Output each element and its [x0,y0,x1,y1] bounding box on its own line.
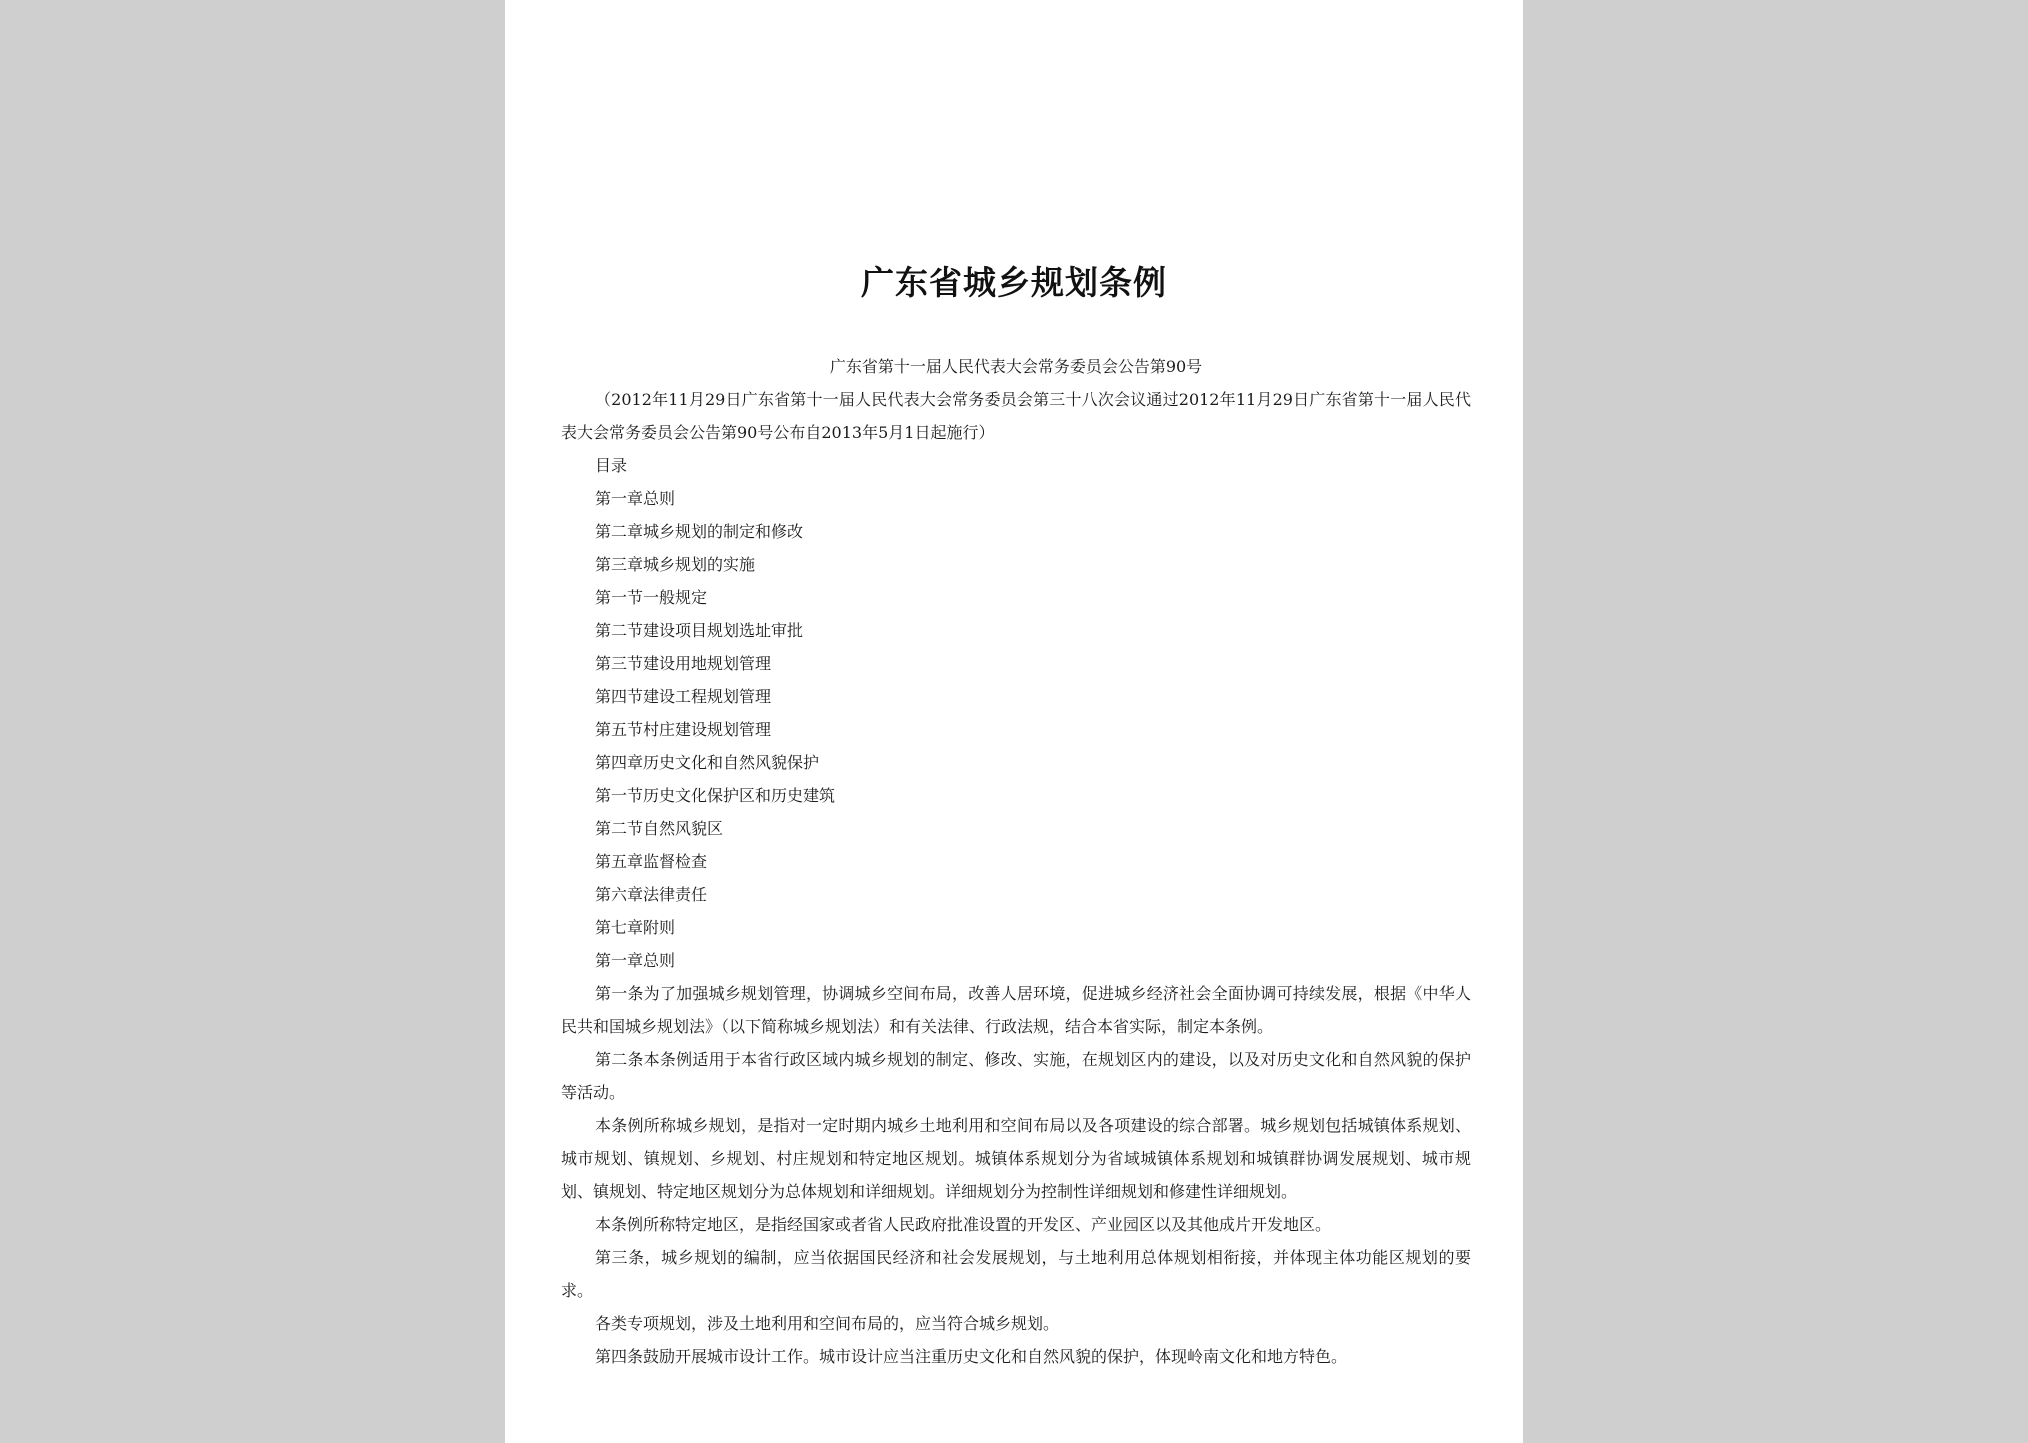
toc-item: 第七章附则 [595,918,676,937]
announcement-line: 广东省第十一届人民代表大会常务委员会公告第90号 [829,357,1203,376]
toc-item: 第二节自然风貌区 [595,819,724,838]
article-paragraph: 本条例所称城乡规划，是指对一定时期内城乡土地利用和空间布局以及各项建设的综合部署。城乡规划包括城镇体系规划、城市规划、镇规划、乡规划、村庄规划和特定地区规划。城镇体系规划分为省域城镇体系规划和城镇群协调发展规划、城市规划、镇规划、特定地区规划分为总体规划和详细规划。详细规划分为控制性详细规划和修建性详细规划。 [561,1116,1471,1201]
toc-item: 第一章总则 [595,489,676,508]
toc-item: 第四节建设工程规划管理 [595,687,772,706]
toc-item: 第五章监督检查 [595,852,708,871]
toc-item: 第四章历史文化和自然风貌保护 [595,753,820,772]
article-paragraph: 本条例所称特定地区，是指经国家或者省人民政府批准设置的开发区、产业园区以及其他成片开发地区。 [595,1215,1332,1234]
toc-item: 第六章法律责任 [595,885,708,904]
document-body [561,350,1471,1373]
document-title: 广东省城乡规划条例 [861,263,1167,302]
toc-item: 第二章城乡规划的制定和修改 [595,522,804,541]
toc-item: 第一节一般规定 [595,588,708,607]
toc-heading: 目录 [595,456,628,475]
adoption-note: （2012年11月29日广东省第十一届人民代表大会常务委员会第三十八次会议通过2012年11月29日广东省第十一届人民代表大会常务委员会公告第90号公布自2013年5月1日起施行） [561,390,1471,442]
article-paragraph: 第二条本条例适用于本省行政区域内城乡规划的制定、修改、实施，在规划区内的建设，以及对历史文化和自然风貌的保护等活动。 [561,1050,1471,1102]
chapter-heading: 第一章总则 [595,951,676,970]
toc-item: 第三节建设用地规划管理 [595,654,772,673]
article-paragraph: 第三条，城乡规划的编制，应当依据国民经济和社会发展规划，与土地利用总体规划相衔接，并体现主体功能区规划的要求。 [561,1248,1471,1300]
toc-item: 第一节历史文化保护区和历史建筑 [595,786,836,805]
document-page [505,0,1523,1443]
article-paragraph: 各类专项规划，涉及土地利用和空间布局的，应当符合城乡规划。 [595,1314,1060,1333]
article-paragraph: 第四条鼓励开展城市设计工作。城市设计应当注重历史文化和自然风貌的保护，体现岭南文化和地方特色。 [595,1347,1348,1366]
article-paragraph: 第一条为了加强城乡规划管理，协调城乡空间布局，改善人居环境，促进城乡经济社会全面协调可持续发展，根据《中华人民共和国城乡规划法》（以下简称城乡规划法）和有关法律、行政法规，结合本省实际，制定本条例。 [561,984,1471,1036]
toc-item: 第三章城乡规划的实施 [595,555,756,574]
toc-item: 第五节村庄建设规划管理 [595,720,772,739]
toc-item: 第二节建设项目规划选址审批 [595,621,804,640]
